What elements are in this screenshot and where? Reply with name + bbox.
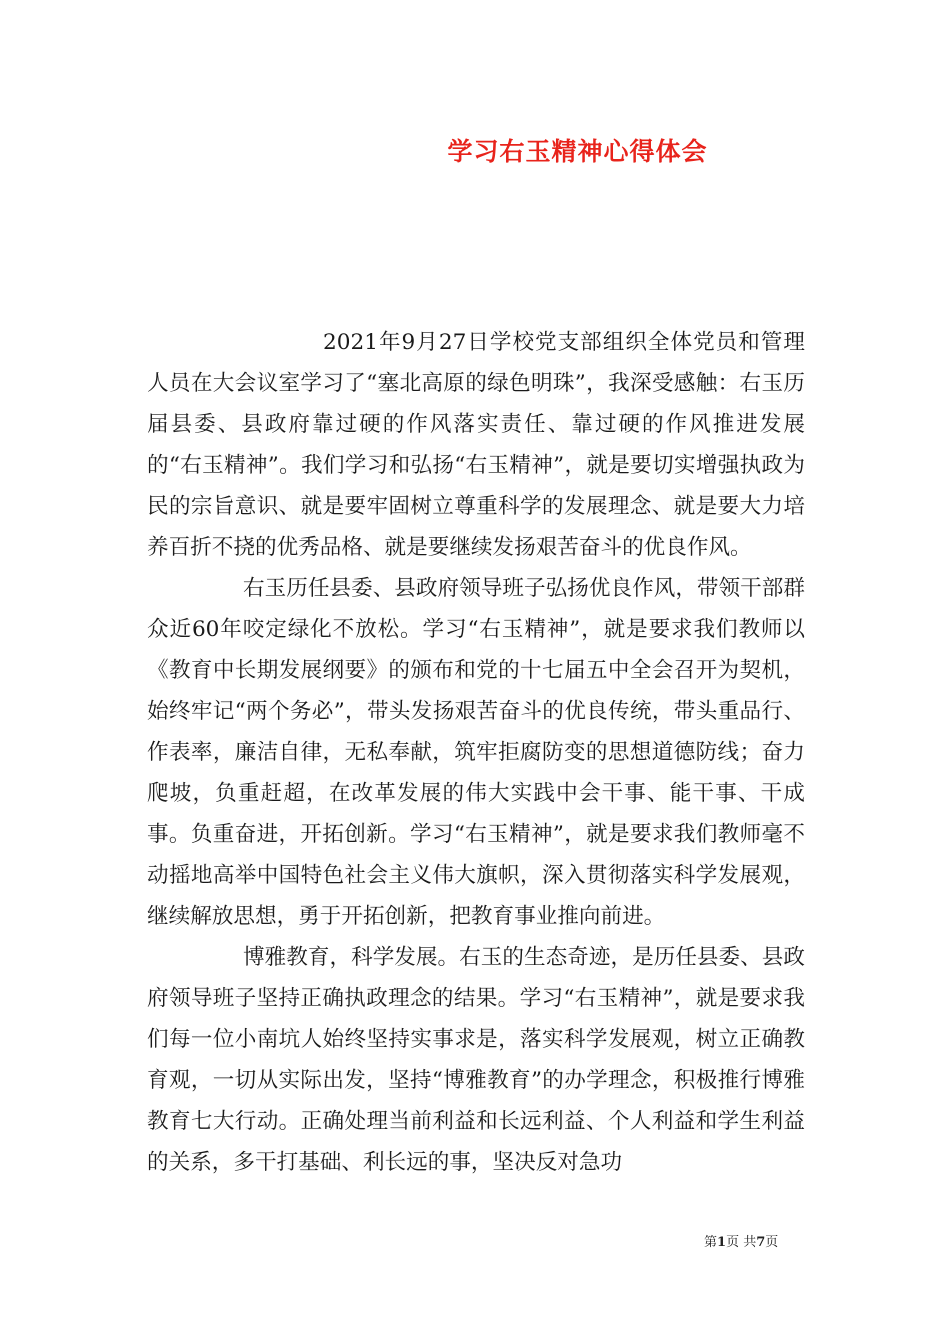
footer-suffix: 页 — [765, 1235, 779, 1250]
paragraph-1: 2021年9月27日学校党支部组织全体党员和管理人员在大会议室学习了“塞北高原的绿色明珠”，我深受感触：右玉历届县委、县政府靠过硬的作风落实责任、靠过硬的作风推进发展的“右玉精神”。我们学习和弘扬“右玉精神”，就是要切实增强执政为民的宗旨意识、就是要牢固树立尊重科学的发展理念、就是要大力培养百折不挠的优秀品格、就是要继续发扬艰苦奋斗的优良作风。 — [147, 330, 805, 560]
paragraph-2: 右玉历任县委、县政府领导班子弘扬优良作风，带领干部群众近60年咬定绿化不放松。学习“右玉精神”，就是要求我们教师以《教育中长期发展纲要》的颁布和党的十七届五中全会召开为契机，始终牢记“两个务必”，带头发扬艰苦奋斗的优良传统，带头重品行、作表率，廉洁自律，无私奉献，筑牢拒腐防变的思想道德防线；奋力爬坡，负重赶超，在改革发展的伟大实践中会干事、能干事、干成事。负重奋进，开拓创新。学习“右玉精神”，就是要求我们教师毫不动摇地高举中国特色社会主义伟大旗帜，深入贯彻落实科学发展观，继续解放思想，勇于开拓创新，把教育事业推向前进。 — [147, 576, 805, 929]
current-page-number: 1 — [717, 1235, 727, 1250]
paragraph-3: 博雅教育，科学发展。右玉的生态奇迹，是历任县委、县政府领导班子坚持正确执政理念的结果。学习“右玉精神”，就是要求我们每一位小南坑人始终坚持实事求是，落实科学发展观，树立正确教育观，一切从实际出发，坚持“博雅教育”的办学理念，积极推行博雅教育七大行动。正确处理当前利益和长远利益、个人利益和学生利益的关系，多干打基础、利长远的事，坚决反对急功 — [147, 945, 805, 1175]
footer-prefix: 第 — [704, 1235, 718, 1250]
document-body — [147, 322, 805, 1183]
total-page-count: 7 — [756, 1235, 766, 1250]
document-title: 学习右玉精神心得体会 — [447, 137, 708, 166]
page-footer — [704, 1231, 778, 1250]
footer-middle: 页 共 — [726, 1235, 757, 1250]
